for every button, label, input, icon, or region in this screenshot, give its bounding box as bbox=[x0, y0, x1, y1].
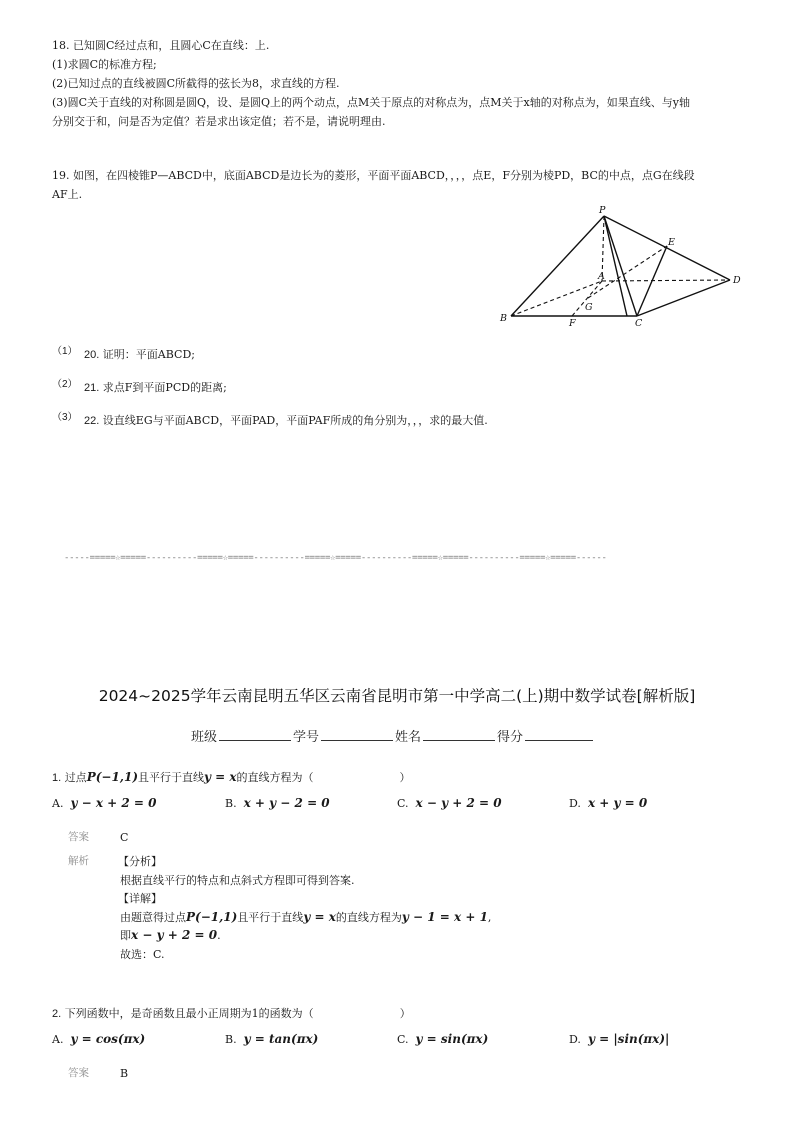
q2-option-c[interactable] bbox=[397, 1032, 488, 1046]
q2-answer-label: 答案 bbox=[68, 1067, 89, 1079]
option-expr: x + y = 0 bbox=[587, 796, 648, 810]
name-blank[interactable] bbox=[423, 728, 495, 741]
info-score-label: 得分 bbox=[497, 730, 524, 745]
q18-part3-line2: 分别交于和，问是否为定值？若是求出该定值；若不是，请说明理由. bbox=[52, 115, 386, 128]
q1-option-c[interactable] bbox=[397, 796, 502, 810]
edge-cd bbox=[637, 280, 730, 316]
edge-pf bbox=[604, 216, 627, 316]
q2-close-paren: ） bbox=[399, 1007, 411, 1020]
label-a: A bbox=[598, 271, 605, 282]
detail-equation: y − 1 = x + 1 bbox=[401, 910, 488, 924]
q19-sub2-mark: （2） bbox=[52, 379, 78, 390]
q1-detail-line1 bbox=[120, 908, 491, 927]
q2-text: 下列函数中，是奇函数且最小正周期为1的函数为（ bbox=[64, 1007, 314, 1020]
option-letter: C. bbox=[397, 797, 409, 810]
info-name-label: 姓名 bbox=[395, 730, 422, 745]
q1-xiangjie-heading: 【详解】 bbox=[118, 892, 162, 905]
q1-text-post: 的直线方程为（ bbox=[236, 771, 314, 784]
q2-answer: B bbox=[120, 1067, 129, 1080]
q2-option-d[interactable] bbox=[569, 1032, 669, 1046]
id-blank[interactable] bbox=[321, 728, 393, 741]
q1-text-mid: 且平行于直线 bbox=[138, 771, 204, 784]
edge-ad bbox=[602, 280, 730, 281]
option-letter: B. bbox=[225, 1033, 237, 1046]
pyramid-figure bbox=[490, 200, 750, 335]
class-blank[interactable] bbox=[219, 728, 291, 741]
label-e: E bbox=[668, 237, 675, 248]
q18-part2: (2)已知过点的直线被圆C所截得的弦长为8，求直线的方程. bbox=[52, 77, 340, 90]
q19-sub1-number: 20. bbox=[84, 349, 100, 361]
q18-part3-line1: (3)圆C关于直线的对称圆是圆Q，设、是圆Q上的两个动点，点M关于原点的对称点为，点M关于x轴的对称点为，如果直线、与y轴 bbox=[52, 96, 690, 109]
detail-equation: x − y + 2 = 0 bbox=[131, 928, 218, 942]
option-expr: x − y + 2 = 0 bbox=[415, 796, 502, 810]
q19-sub2 bbox=[84, 378, 227, 398]
q1-close-paren: ） bbox=[399, 771, 411, 784]
option-expr: y = |sin(πx)| bbox=[587, 1032, 670, 1046]
option-expr: y = tan(πx) bbox=[243, 1032, 319, 1046]
student-info-row bbox=[191, 726, 595, 745]
page-title: 2024~2025学年云南昆明五华区云南省昆明市第一中学高二(上)期中数学试卷[解析版] bbox=[98, 687, 696, 705]
q19-sub1 bbox=[84, 345, 195, 365]
q1-option-d[interactable] bbox=[569, 796, 647, 810]
label-c: C bbox=[635, 318, 643, 329]
q1-point: P(−1,1) bbox=[86, 770, 138, 784]
detail-punct: , bbox=[487, 911, 492, 924]
page-separator: -----=====☆=====----------=====☆=====----------=====☆=====----------=====☆=====----------=====☆=====------ bbox=[64, 553, 607, 563]
detail-line: y = x bbox=[303, 910, 336, 924]
detail-text: 由题意得过点 bbox=[120, 911, 186, 924]
detail-point: P(−1,1) bbox=[186, 910, 238, 924]
detail-text: 的直线方程为 bbox=[335, 911, 402, 924]
info-id-label: 学号 bbox=[293, 730, 320, 745]
q1-number: 1. bbox=[52, 772, 62, 784]
q2-option-b[interactable] bbox=[225, 1032, 318, 1046]
edge-pd bbox=[604, 216, 730, 280]
q19-sub3-text: 设直线EG与平面ABCD，平面PAD，平面PAF所成的角分别为，，，求的最大值. bbox=[102, 414, 488, 427]
detail-text: 且平行于直线 bbox=[237, 911, 304, 924]
q1-choose: 故选：C. bbox=[120, 948, 165, 961]
q19-stem-line1: 19. 如图，在四棱锥P—ABCD中，底面ABCD是边长为的菱形，平面平面ABCD，，，，点E，F分别为棱PD，BC的中点，点G在线段 bbox=[52, 169, 695, 182]
q1-fenxi-heading: 【分析】 bbox=[118, 855, 162, 868]
q2-number: 2. bbox=[52, 1008, 62, 1020]
q19-sub1-mark: （1） bbox=[52, 346, 78, 357]
q18-part1: (1)求圆C的标准方程; bbox=[52, 58, 157, 71]
option-expr: y − x + 2 = 0 bbox=[70, 796, 157, 810]
q1-fenxi-text: 根据直线平行的特点和点斜式方程即可得到答案. bbox=[120, 874, 355, 887]
q19-sub3 bbox=[84, 411, 488, 431]
q1-text-pre: 过点 bbox=[64, 771, 87, 784]
info-class-label: 班级 bbox=[191, 730, 218, 745]
q19-sub2-number: 21. bbox=[84, 382, 100, 394]
option-expr: y = sin(πx) bbox=[415, 1032, 489, 1046]
q1-stem bbox=[52, 768, 411, 788]
option-expr: x + y − 2 = 0 bbox=[243, 796, 330, 810]
q19-sub1-text: 证明：平面ABCD; bbox=[102, 348, 195, 361]
q19-sub2-text: 求点F到平面PCD的距离; bbox=[102, 381, 227, 394]
q2-stem bbox=[52, 1004, 411, 1024]
label-b: B bbox=[500, 313, 507, 324]
q19-sub3-number: 22. bbox=[84, 415, 100, 427]
option-letter: A. bbox=[52, 1033, 64, 1046]
q1-option-a[interactable] bbox=[52, 796, 157, 810]
q1-answer: C bbox=[120, 831, 129, 844]
q1-analysis-label: 解析 bbox=[68, 855, 89, 867]
q1-answer-label: 答案 bbox=[68, 831, 89, 843]
label-d: D bbox=[733, 275, 741, 286]
q1-detail-line2 bbox=[120, 926, 221, 945]
q1-line: y = x bbox=[204, 770, 237, 784]
label-f: F bbox=[569, 318, 576, 329]
option-letter: D. bbox=[569, 797, 581, 810]
label-p: P bbox=[599, 205, 606, 216]
q19-sub3-mark: （3） bbox=[52, 412, 78, 423]
q2-option-a[interactable] bbox=[52, 1032, 145, 1046]
q18-stem: 18. 已知圆C经过点和，且圆心C在直线：上. bbox=[52, 39, 270, 52]
option-letter: B. bbox=[225, 797, 237, 810]
edge-pb bbox=[511, 216, 604, 316]
score-blank[interactable] bbox=[525, 728, 593, 741]
option-letter: A. bbox=[52, 797, 64, 810]
q1-option-b[interactable] bbox=[225, 796, 330, 810]
q19-stem-line2: AF上. bbox=[52, 188, 83, 201]
option-expr: y = cos(πx) bbox=[70, 1032, 146, 1046]
option-letter: D. bbox=[569, 1033, 581, 1046]
option-letter: C. bbox=[397, 1033, 409, 1046]
label-g: G bbox=[585, 302, 593, 313]
detail-text: 即 bbox=[120, 929, 131, 942]
detail-punct: . bbox=[217, 929, 221, 942]
